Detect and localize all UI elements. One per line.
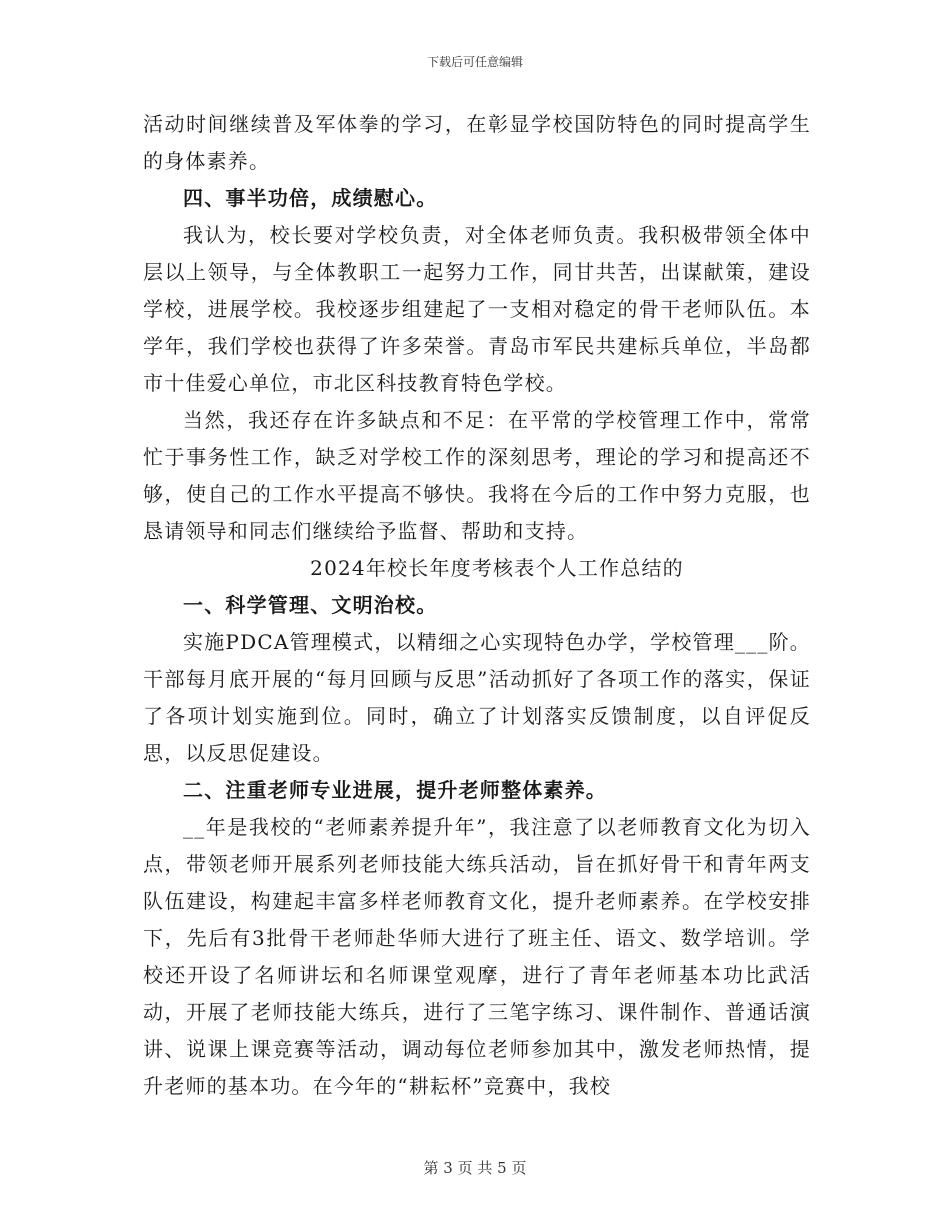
paragraph-continued: 活动时间继续普及军体拳的学习，在彰显学校国防特色的同时提高学生的身体素养。 (143, 112, 811, 173)
page-header: 下载后可任意编辑 (426, 55, 523, 69)
paragraph: 实施PDCA管理模式，以精细之心实现特色办学，学校管理___阶。干部每月底开展的“每月回顾与反思”活动抓好了各项工作的落实，保证了各项计划实施到位。同时，确立了计划落实反馈制度，以自评促反思，以反思促建设。 (143, 630, 811, 765)
page-footer: 第 3 页 共 5 页 (423, 1159, 527, 1177)
paragraph: 我认为，校长要对学校负责，对全体老师负责。我积极带领全体中层以上领导，与全体教职工一起努力工作，同甘共苦，出谋献策，建设学校，进展学校。我校逐步组建起了一支相对稳定的骨干老师队伍。本学年，我们学校也获得了许多荣誉。青岛市军民共建标兵单位，半岛都市十佳爱心单位，市北区科技教育特色学校。 (143, 223, 811, 395)
paragraph: 当然，我还存在许多缺点和不足：在平常的学校管理工作中，常常忙于事务性工作，缺乏对学校工作的深刻思考，理论的学习和提高还不够，使自己的工作水平提高不够快。我将在今后的工作中努力克服，也恳请领导和同志们继续给予监督、帮助和支持。 (143, 408, 811, 543)
paragraph: __年是我校的“老师素养提升年”，我注意了以老师教育文化为切入点，带领老师开展系列老师技能大练兵活动，旨在抓好骨干和青年两支队伍建设，构建起丰富多样老师教育文化，提升老师素养。在学校安排下，先后有3批骨干老师赴华师大进行了班主任、语文、数学培训。学校还开设了名师讲坛和名师课堂观摩，进行了青年老师基本功比武活动，开展了老师技能大练兵，进行了三笔字练习、课件制作、普通话演讲、说课上课竞赛等活动，调动每位老师参加其中，激发老师热情，提升老师的基本功。在今年的“耕耘杯”竞赛中，我校 (143, 815, 811, 1098)
section-heading-1: 一、科学管理、文明治校。 (183, 593, 438, 617)
section-heading-2: 二、注重老师专业进展，提升老师整体素养。 (183, 778, 607, 802)
document-title: 2024年校长年度考核表个人工作总结的 (310, 556, 684, 580)
section-heading-4: 四、事半功倍，成绩慰心。 (183, 186, 438, 210)
document-body (143, 106, 811, 1105)
